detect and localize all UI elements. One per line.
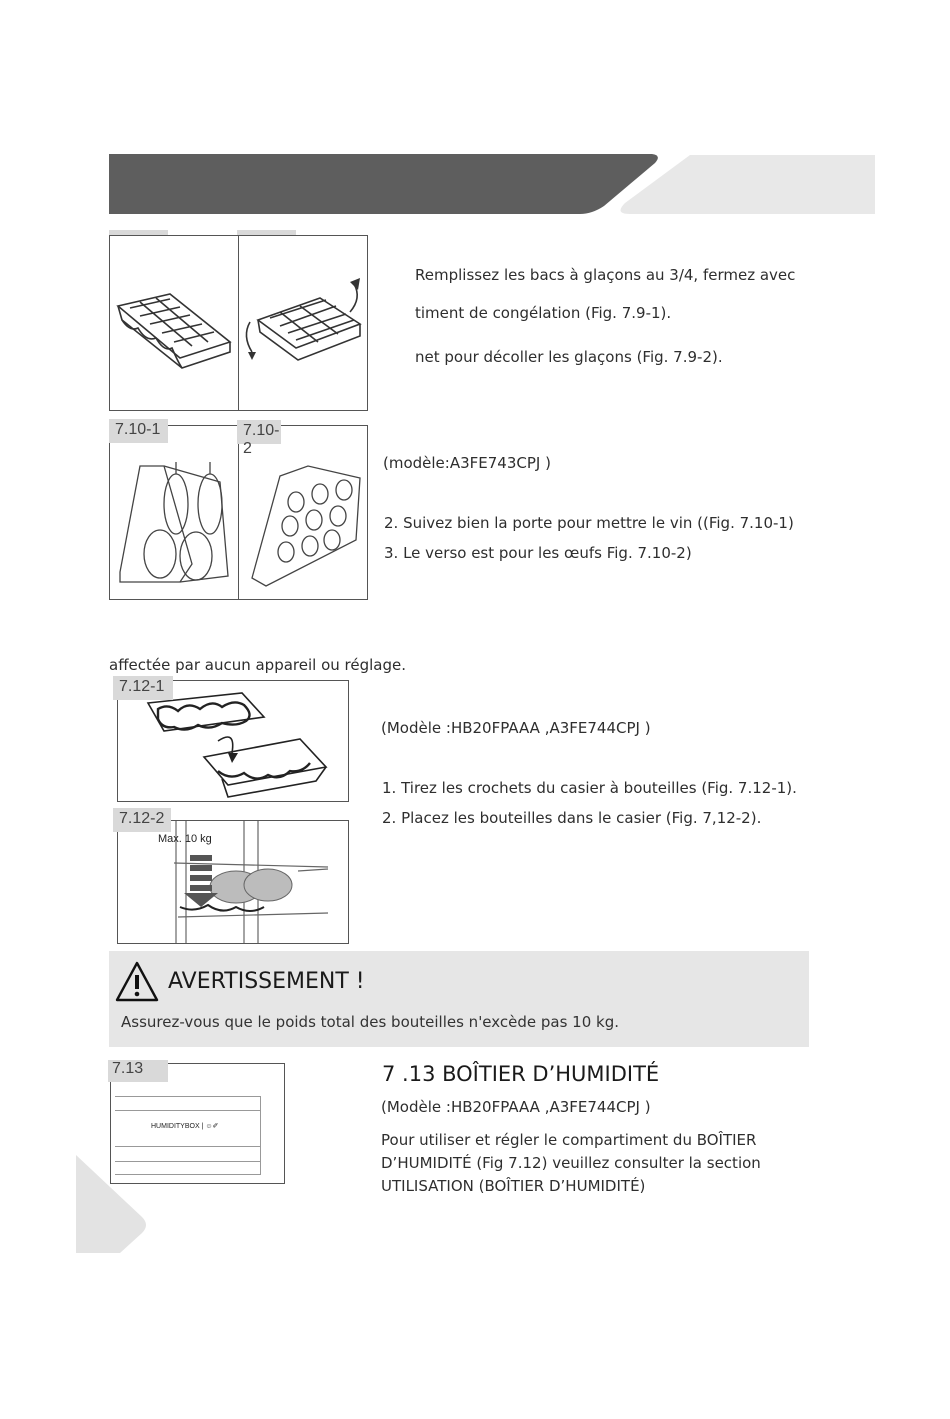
ice-line-3: net pour décoller les glaçons (Fig. 7.9-2). <box>415 348 723 366</box>
page-corner-tab <box>76 1155 156 1255</box>
warning-box <box>109 951 809 1047</box>
ice-line-1: Remplissez les bacs à glaçons au 3/4, fermez avec <box>415 266 796 284</box>
bottle-model: (Modèle :HB20FPAAA ,A3FE744CPJ ) <box>381 719 651 737</box>
bottle-step-1: 1. Tirez les crochets du casier à bouteilles (Fig. 7.12-1). <box>382 779 797 797</box>
bottle-holder-figure-2 <box>117 820 349 944</box>
bottle-holder-drawing-2 <box>118 821 348 943</box>
humidity-heading: 7 .13 BOÎTIER D’HUMIDITÉ <box>382 1062 660 1086</box>
humidity-body-3: UTILISATION (BOÎTIER D’HUMIDITÉ) <box>381 1177 646 1195</box>
wine-rack-figure <box>109 425 368 600</box>
ice-line-2: timent de congélation (Fig. 7.9-1). <box>415 304 672 322</box>
max-weight-label: Max. 10 kg <box>158 833 212 845</box>
wine-model: (modèle:A3FE743CPJ ) <box>383 454 551 472</box>
warning-text: Assurez-vous que le poids total des bouteilles n'excède pas 10 kg. <box>121 1013 620 1031</box>
fig-tab-7-12-1: 7.12-1 <box>113 676 173 700</box>
wine-rack-drawing <box>110 426 368 599</box>
fig-tab-7-10-1: 7.10-1 <box>109 419 168 443</box>
fig-tab-7-13: 7.13 <box>108 1060 168 1082</box>
fig-tab-7-10-2: 7.10-2 <box>237 420 281 444</box>
bottle-step-2: 2. Placez les bouteilles dans le casier (Fig. 7,12-2). <box>382 809 762 827</box>
header-banner <box>0 150 950 220</box>
wine-step-3: 3. Le verso est pour les œufs Fig. 7.10-2) <box>384 544 692 562</box>
ice-tray-drawing <box>110 236 368 410</box>
humidity-body-2: D’HUMIDITÉ (Fig 7.12) veuillez consulter la section <box>381 1154 761 1172</box>
fig-tab-7-12-2: 7.12-2 <box>113 808 171 832</box>
humidity-box-label: HUMIDITYBOX | ☺✐ <box>151 1123 219 1130</box>
humidity-body-1: Pour utiliser et régler le compartiment du BOÎTIER <box>381 1131 757 1149</box>
warning-title: AVERTISSEMENT ! <box>168 969 365 994</box>
ice-tray-figure <box>109 235 368 411</box>
wine-step-2: 2. Suivez bien la porte pour mettre le vin ((Fig. 7.10-1) <box>384 514 794 532</box>
humidity-model: (Modèle :HB20FPAAA ,A3FE744CPJ ) <box>381 1098 651 1116</box>
bottle-intro: affectée par aucun appareil ou réglage. <box>109 656 406 674</box>
warning-triangle-icon <box>115 960 159 1004</box>
